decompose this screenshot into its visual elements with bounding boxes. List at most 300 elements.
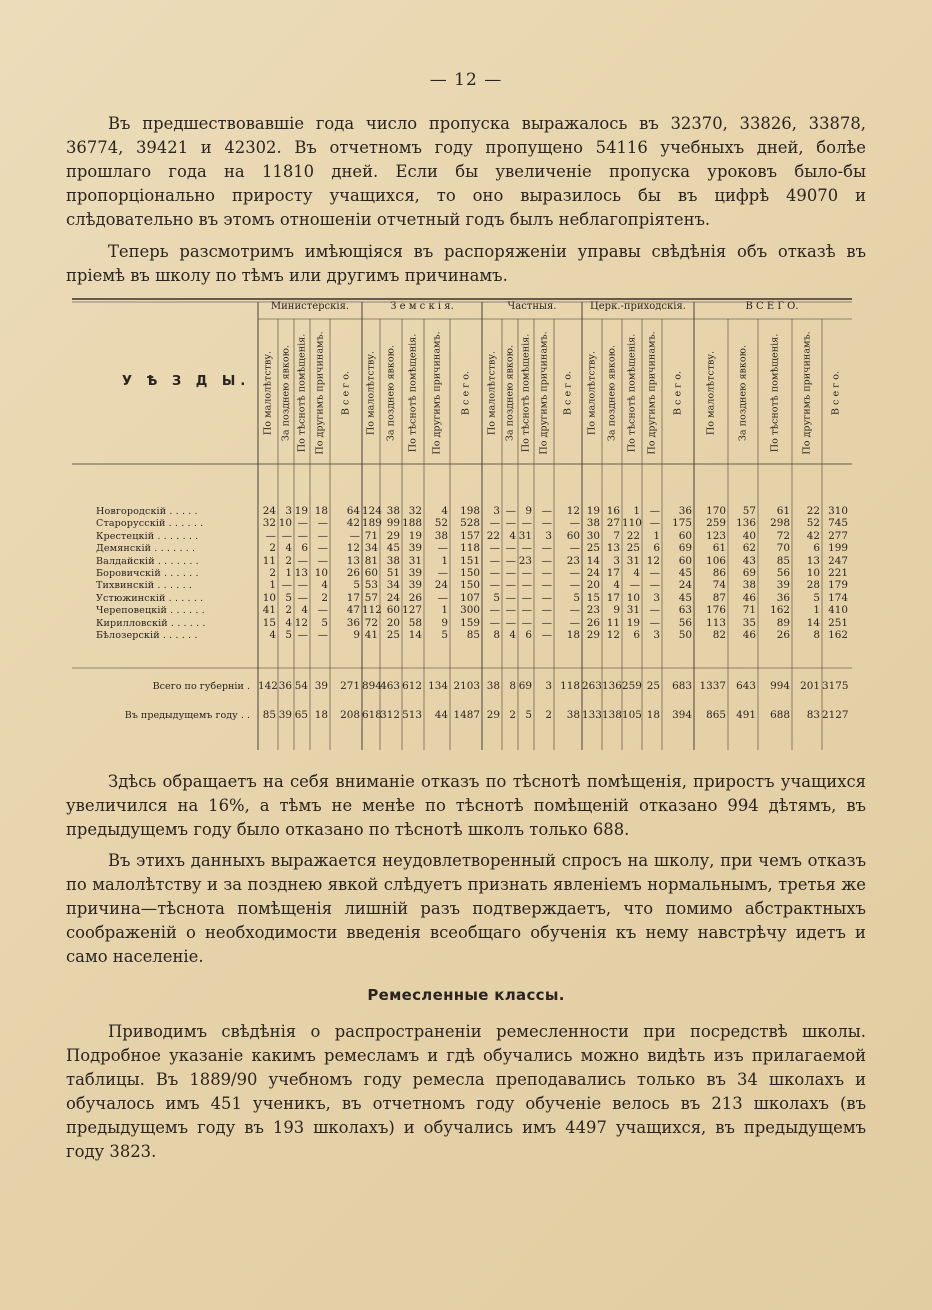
table-cell: 51 (386, 567, 400, 579)
table-cell: 36 (346, 616, 360, 629)
table-cell: 72 (364, 616, 378, 629)
table-cell: 50 (678, 629, 692, 641)
table-cell: 23 (586, 604, 600, 617)
table-cell: 39 (408, 567, 422, 579)
table-cell: — (505, 604, 516, 617)
table-cell: 40 (742, 529, 756, 542)
table-cell: 4 (285, 542, 292, 555)
table-cell: 688 (770, 709, 790, 721)
table-cell: 52 (434, 517, 448, 530)
table-cell: 26 (586, 616, 600, 629)
table-row-label: Демянскій . . . . . . . (96, 543, 196, 555)
table-cell: 8 (493, 629, 500, 641)
table-column-header: По другимъ причинамъ. (431, 331, 443, 455)
table-cell: 259 (706, 517, 726, 530)
table-cell: — (569, 604, 580, 617)
table-cell: — (541, 554, 552, 567)
table-cell: 201 (800, 680, 820, 692)
table-group-header: Министерскія. (270, 301, 350, 312)
table-cell: 35 (742, 616, 756, 629)
table-cell: 25 (386, 629, 400, 641)
table-cell: — (521, 517, 532, 530)
table-cell: 31 (518, 529, 532, 542)
table-cell: 31 (626, 554, 640, 567)
table-cell: 263 (582, 680, 602, 692)
table-row-label: Боровичскій . . . . . . (96, 568, 199, 579)
table-cell: 60 (566, 529, 580, 542)
table-cell: 4 (633, 567, 640, 579)
table-column-header: В с е г о. (830, 370, 842, 416)
table-row-label: Устюжинскій . . . . . . (96, 592, 204, 604)
table-cell: 89 (776, 616, 790, 629)
table-cell: — (349, 529, 360, 542)
table-column-header: За позднею явкою. (504, 344, 516, 442)
table-cell: — (541, 591, 552, 604)
table-cell: — (281, 529, 292, 542)
table-cell: — (317, 529, 328, 542)
table-column-header: По малолѣтству. (705, 350, 717, 436)
table-cell: — (489, 554, 500, 567)
table-cell: — (521, 604, 532, 617)
table-cell: 39 (776, 579, 790, 592)
table-cell: 64 (346, 505, 360, 517)
table-cell: 4 (613, 579, 620, 592)
table-cell: 162 (828, 629, 848, 641)
table-cell: 34 (386, 579, 400, 592)
table-cell: — (541, 567, 552, 579)
section-heading: Ремесленные классы. (367, 986, 565, 1004)
table-cell: 5 (353, 579, 360, 592)
table-cell: — (505, 591, 516, 604)
table-cell: 24 (586, 567, 600, 579)
table-cell: 12 (606, 629, 620, 641)
table-cell: 11 (262, 554, 276, 567)
table-cell: 251 (828, 616, 848, 629)
table-cell: 157 (460, 529, 480, 542)
table-column-header: По тѣснотѣ помѣщенія. (520, 333, 532, 453)
table-group-header: В С Е Г О. (745, 301, 799, 312)
table-cell: 24 (262, 505, 276, 517)
table-total-row-label: Всего по губерніи . (152, 681, 250, 692)
table-cell: — (505, 616, 516, 629)
table-cell: 38 (486, 680, 500, 692)
table-cell: — (649, 517, 660, 530)
table-cell: 87 (712, 591, 726, 604)
table-cell: 894 (362, 680, 382, 692)
table-cell: 15 (586, 591, 600, 604)
table-cell: 85 (776, 554, 790, 567)
table-cell: 58 (408, 616, 422, 629)
table-cell: 60 (678, 554, 692, 567)
table-cell: 13 (606, 542, 620, 555)
table-cell: 491 (736, 709, 756, 721)
table-cell: — (505, 554, 516, 567)
table-cell: 12 (566, 505, 580, 517)
table-cell: 71 (742, 604, 756, 617)
table-cell: 6 (633, 629, 640, 641)
table-cell: 9 (525, 505, 532, 517)
table-cell: 45 (678, 591, 692, 604)
table-cell: 74 (712, 579, 726, 592)
table-cell: 24 (678, 579, 692, 592)
table-cell: 176 (706, 604, 726, 617)
table-cell: 118 (460, 542, 480, 555)
table-cell: 277 (828, 529, 848, 542)
table-cell: 199 (828, 542, 848, 555)
table-cell: — (317, 542, 328, 555)
table-cell: 62 (742, 542, 756, 555)
table-cell: 2 (509, 709, 516, 721)
paragraph-demand-text: Въ этихъ данныхъ выражается неудовлетворенный спросъ на школу, при чемъ отказъ по малолѣтству и за позднею явкой слѣдуетъ признать явленіемъ нормальнымъ, третья же причина—тѣснота помѣщенія лишній разъ подтверждаетъ, что помимо абстрактныхъ соображеній о необходимости введенія всеобщаго обученія къ нему навстрѣчу идетъ и само населеніе. (66, 851, 866, 966)
table-column-header: По малолѣтству. (486, 350, 498, 436)
table-cell: 38 (742, 579, 756, 592)
table-cell: — (649, 616, 660, 629)
table-cell: 52 (806, 517, 820, 530)
table-cell: 38 (434, 529, 448, 542)
table-cell: — (317, 604, 328, 617)
table-cell: 1 (813, 604, 820, 617)
table-cell: 112 (362, 604, 382, 617)
table-cell: — (541, 616, 552, 629)
table-cell: — (569, 517, 580, 530)
table-cell: 25 (646, 680, 660, 692)
table-cell: 138 (602, 709, 622, 721)
page-number: — 12 — (429, 70, 503, 90)
table-column-header: В с е г о. (340, 370, 352, 416)
table-cell: 8 (509, 680, 516, 692)
table-cell: 16 (606, 505, 620, 517)
table-cell: — (521, 567, 532, 579)
table-cell: 56 (678, 616, 692, 629)
table-cell: 18 (314, 505, 328, 517)
table-cell: — (489, 542, 500, 555)
table-cell: 24 (386, 591, 400, 604)
table-cell: 118 (560, 680, 580, 692)
table-cell: 18 (566, 629, 580, 641)
table-cell: 61 (712, 542, 726, 555)
table-cell: 2 (321, 591, 328, 604)
table-cell: 57 (364, 591, 378, 604)
table-cell: 271 (340, 680, 360, 692)
table-column-header: По другимъ причинамъ. (801, 331, 813, 455)
table-cell: — (489, 604, 500, 617)
table-group-header: Церк.-приходскія. (590, 301, 686, 312)
table-cell: 15 (262, 616, 276, 629)
table-cell: 39 (408, 579, 422, 592)
table-cell: 30 (586, 529, 600, 542)
table-cell: 72 (776, 529, 790, 542)
table-row-label: Бѣлозерскій . . . . . . (96, 630, 198, 641)
table-cell: 2 (545, 709, 552, 721)
table-cell: 29 (386, 529, 400, 542)
table-cell: 123 (706, 529, 726, 542)
table-cell: — (569, 567, 580, 579)
table-cell: 298 (770, 517, 790, 530)
table-column-header: По другимъ причинамъ. (538, 331, 550, 455)
table-cell: — (521, 616, 532, 629)
table-cell: 20 (386, 616, 400, 629)
table-cell: 142 (258, 680, 278, 692)
table-cell: 38 (386, 554, 400, 567)
table-cell: 1487 (453, 709, 480, 721)
table-cell: 42 (806, 529, 820, 542)
table-cell: — (437, 567, 448, 579)
paragraph-crafts (66, 1020, 866, 1164)
table-cell: 2 (269, 542, 276, 555)
table-row-label: Кирилловскій . . . . . . (96, 617, 206, 629)
table-cell: 31 (408, 554, 422, 567)
table-cell: 4 (269, 629, 276, 641)
table-column-header: За позднею явкою. (737, 344, 749, 442)
table-cell: 23 (518, 554, 532, 567)
table-column-header: За позднею явкою. (606, 344, 618, 442)
table-cell: — (265, 529, 276, 542)
table-stub-header: У Ѣ З Д Ы. (122, 374, 251, 389)
table-cell: 5 (525, 709, 532, 721)
table-cell: 2127 (822, 709, 849, 721)
table-cell: 2 (285, 554, 292, 567)
table-cell: 410 (828, 604, 848, 617)
table-cell: 162 (770, 604, 790, 617)
table-cell: 19 (408, 529, 422, 542)
table-cell: — (437, 591, 448, 604)
table-column-header: По малолѣтству. (586, 350, 598, 436)
table-cell: 10 (806, 567, 820, 579)
table-cell: 13 (806, 554, 820, 567)
table-cell: — (297, 529, 308, 542)
table-cell: 36 (678, 505, 692, 517)
table-cell: 10 (314, 567, 328, 579)
table-cell: 56 (776, 567, 790, 579)
table-cell: 46 (742, 629, 756, 641)
table-cell: 513 (402, 709, 422, 721)
table-cell: 4 (509, 629, 516, 641)
table-cell: — (317, 517, 328, 530)
table-cell: 39 (314, 680, 328, 692)
table-cell: 38 (386, 505, 400, 517)
table-cell: 85 (262, 709, 276, 721)
table-column-header: В с е г о. (672, 370, 684, 416)
table-cell: 5 (321, 616, 328, 629)
table-cell: 9 (613, 604, 620, 617)
table-cell: 36 (278, 680, 292, 692)
table-cell: 28 (806, 579, 820, 592)
table-cell: 124 (362, 505, 382, 517)
table-cell: 1 (285, 567, 292, 579)
table-cell: 745 (828, 517, 848, 530)
table-cell: 865 (706, 709, 726, 721)
table-cell: 65 (294, 709, 308, 721)
table-cell: 27 (606, 517, 620, 530)
table-row-label: Тихвинскій . . . . . . (96, 580, 193, 592)
table-cell: 394 (672, 709, 692, 721)
table-cell: 151 (460, 554, 480, 567)
table-cell: 10 (626, 591, 640, 604)
table-cell: 159 (460, 616, 480, 629)
table-cell: 85 (466, 629, 480, 641)
table-column-header: По другимъ причинамъ. (314, 331, 326, 455)
table-cell: — (489, 616, 500, 629)
table-cell: — (521, 579, 532, 592)
table-column-header: По малолѣтству. (262, 350, 274, 436)
table-cell: — (569, 542, 580, 555)
table-cell: 1 (441, 604, 448, 617)
table-cell: 31 (626, 604, 640, 617)
table-cell: 17 (346, 591, 360, 604)
table-cell: 5 (493, 591, 500, 604)
table-cell: 34 (364, 542, 378, 555)
table-cell: 63 (678, 604, 692, 617)
table-cell: 221 (828, 567, 848, 579)
table-cell: 60 (678, 529, 692, 542)
table-cell: 29 (586, 629, 600, 641)
table-cell: 38 (586, 517, 600, 530)
table-cell: — (297, 554, 308, 567)
table-cell: 22 (626, 529, 640, 542)
table-cell: 259 (622, 680, 642, 692)
paragraph-crowding (66, 770, 866, 842)
table-cell: 61 (776, 505, 790, 517)
table-cell: 39 (278, 709, 292, 721)
table-row-label: Старорусскій . . . . . . (96, 518, 204, 530)
table-row-label: Валдайскій . . . . . . . (96, 555, 199, 567)
table-cell: 3 (653, 629, 660, 641)
table-cell: 19 (586, 505, 600, 517)
table-cell: 174 (828, 591, 848, 604)
table-cell: 45 (386, 542, 400, 555)
table-cell: — (317, 554, 328, 567)
table-cell: — (505, 579, 516, 592)
table-cell: 54 (294, 680, 308, 692)
table-cell: 683 (672, 680, 692, 692)
table-cell: 2103 (453, 680, 480, 692)
table-column-header: За позднею явкою. (280, 344, 292, 442)
table-cell: 4 (285, 616, 292, 629)
table-cell: — (521, 542, 532, 555)
table-cell: — (281, 579, 292, 592)
table-cell: 127 (402, 604, 422, 617)
table-cell: 45 (678, 567, 692, 579)
table-cell: 528 (460, 517, 480, 530)
paragraph-crowding-text: Здѣсь обращаетъ на себя вниманіе отказъ по тѣснотѣ помѣщенія, приростъ учащихся увеличился на 16%, а тѣмъ не менѣе по тѣснотѣ помѣщеній отказано 994 дѣтямъ, въ предыдущемъ году было отказано по тѣснотѣ школъ только 688. (66, 772, 866, 839)
table-cell: — (569, 579, 580, 592)
table-cell: — (297, 629, 308, 641)
table-cell: 13 (294, 567, 308, 579)
table-cell: 136 (602, 680, 622, 692)
table-cell: 110 (622, 517, 642, 530)
table-cell: 17 (606, 591, 620, 604)
table-cell: 5 (285, 591, 292, 604)
table-cell: 44 (434, 709, 448, 721)
table-cell: 105 (622, 709, 642, 721)
table-column-header: По малолѣтству. (365, 350, 377, 436)
table-cell: 22 (806, 505, 820, 517)
table-cell: — (649, 604, 660, 617)
table-cell: 60 (364, 567, 378, 579)
table-cell: 3 (493, 505, 500, 517)
table-cell: 208 (340, 709, 360, 721)
table-cell: 4 (441, 505, 448, 517)
table-cell: 36 (776, 591, 790, 604)
table-cell: 6 (813, 542, 820, 555)
table-cell: 150 (460, 579, 480, 592)
table-cell: 26 (408, 591, 422, 604)
table-cell: — (649, 567, 660, 579)
paragraph-absences (66, 112, 866, 232)
table-cell: 6 (301, 542, 308, 555)
table-cell: — (489, 579, 500, 592)
table-cell: — (649, 579, 660, 592)
table-cell: 22 (486, 529, 500, 542)
table-cell: 23 (566, 554, 580, 567)
paragraph-demand (66, 849, 866, 969)
table-column-header: В с е г о. (562, 370, 574, 416)
table-cell: 69 (678, 542, 692, 555)
table-cell: — (505, 505, 516, 517)
table-cell: 82 (712, 629, 726, 641)
table-cell: 107 (460, 591, 480, 604)
table-cell: 1 (633, 505, 640, 517)
table-cell: — (569, 616, 580, 629)
table-cell: 136 (736, 517, 756, 530)
table-cell: 3 (653, 591, 660, 604)
table-cell: 198 (460, 505, 480, 517)
table-cell: 41 (364, 629, 378, 641)
table-cell: 10 (278, 517, 292, 530)
table-cell: 189 (362, 517, 382, 530)
paragraph-absences-text: Въ предшествовавшіе года число пропуска выражалось въ 32370, 33826, 33878, 36774, 39421 и 42302. Въ отчетномъ году пропущено 54116 учебныхъ дней, болѣе прошлаго года на 11810 дней. Если бы увеличеніе пропуска уроковъ было-бы пропорціонально приросту учащихся, то оно выразилось бы въ цифрѣ 49070 и слѣдовательно въ этомъ отношеніи отчетный годъ былъ неблагопріятенъ. (66, 114, 866, 229)
table-cell: 83 (806, 709, 820, 721)
table-cell: 300 (460, 604, 480, 617)
table-cell: — (489, 567, 500, 579)
table-cell: 8 (813, 629, 820, 641)
table-cell: 42 (346, 517, 360, 530)
table-cell: 5 (573, 591, 580, 604)
table-cell: 4 (321, 579, 328, 592)
table-cell: — (521, 591, 532, 604)
table-cell: 29 (486, 709, 500, 721)
table-cell: 60 (386, 604, 400, 617)
table-cell: 4 (301, 604, 308, 617)
table-cell: — (541, 517, 552, 530)
paragraph-refusals-intro-text: Теперь разсмотримъ имѣющіяся въ распоряженіи управы свѣдѣнія объ отказѣ въ пріемѣ въ школу по тѣмъ или другимъ причинамъ. (66, 242, 866, 285)
table-cell: 32 (408, 505, 422, 517)
table-cell: 17 (606, 567, 620, 579)
table-cell: — (505, 542, 516, 555)
table-cell: 618 (362, 709, 382, 721)
table-cell: 12 (294, 616, 308, 629)
table-cell: 12 (346, 542, 360, 555)
table-cell: 11 (606, 616, 620, 629)
table-cell: 5 (813, 591, 820, 604)
table-cell: 13 (346, 554, 360, 567)
table-cell: 53 (364, 579, 378, 592)
table-cell: 2 (285, 604, 292, 617)
table-cell: 6 (525, 629, 532, 641)
table-group-header: Частныя. (507, 301, 557, 312)
table-row-label: Череповецкій . . . . . . (96, 605, 205, 617)
table-cell: 1 (653, 529, 660, 542)
table-cell: 10 (262, 591, 276, 604)
table-row-label: Крестецкій . . . . . . . (96, 530, 199, 542)
table-cell: 20 (586, 579, 600, 592)
table-cell: 1337 (699, 680, 726, 692)
table-cell: 612 (402, 680, 422, 692)
table-cell: — (505, 567, 516, 579)
table-cell: — (541, 505, 552, 517)
table-previous-row-label: Въ предыдущемъ году . . (124, 710, 250, 721)
table-cell: — (649, 505, 660, 517)
